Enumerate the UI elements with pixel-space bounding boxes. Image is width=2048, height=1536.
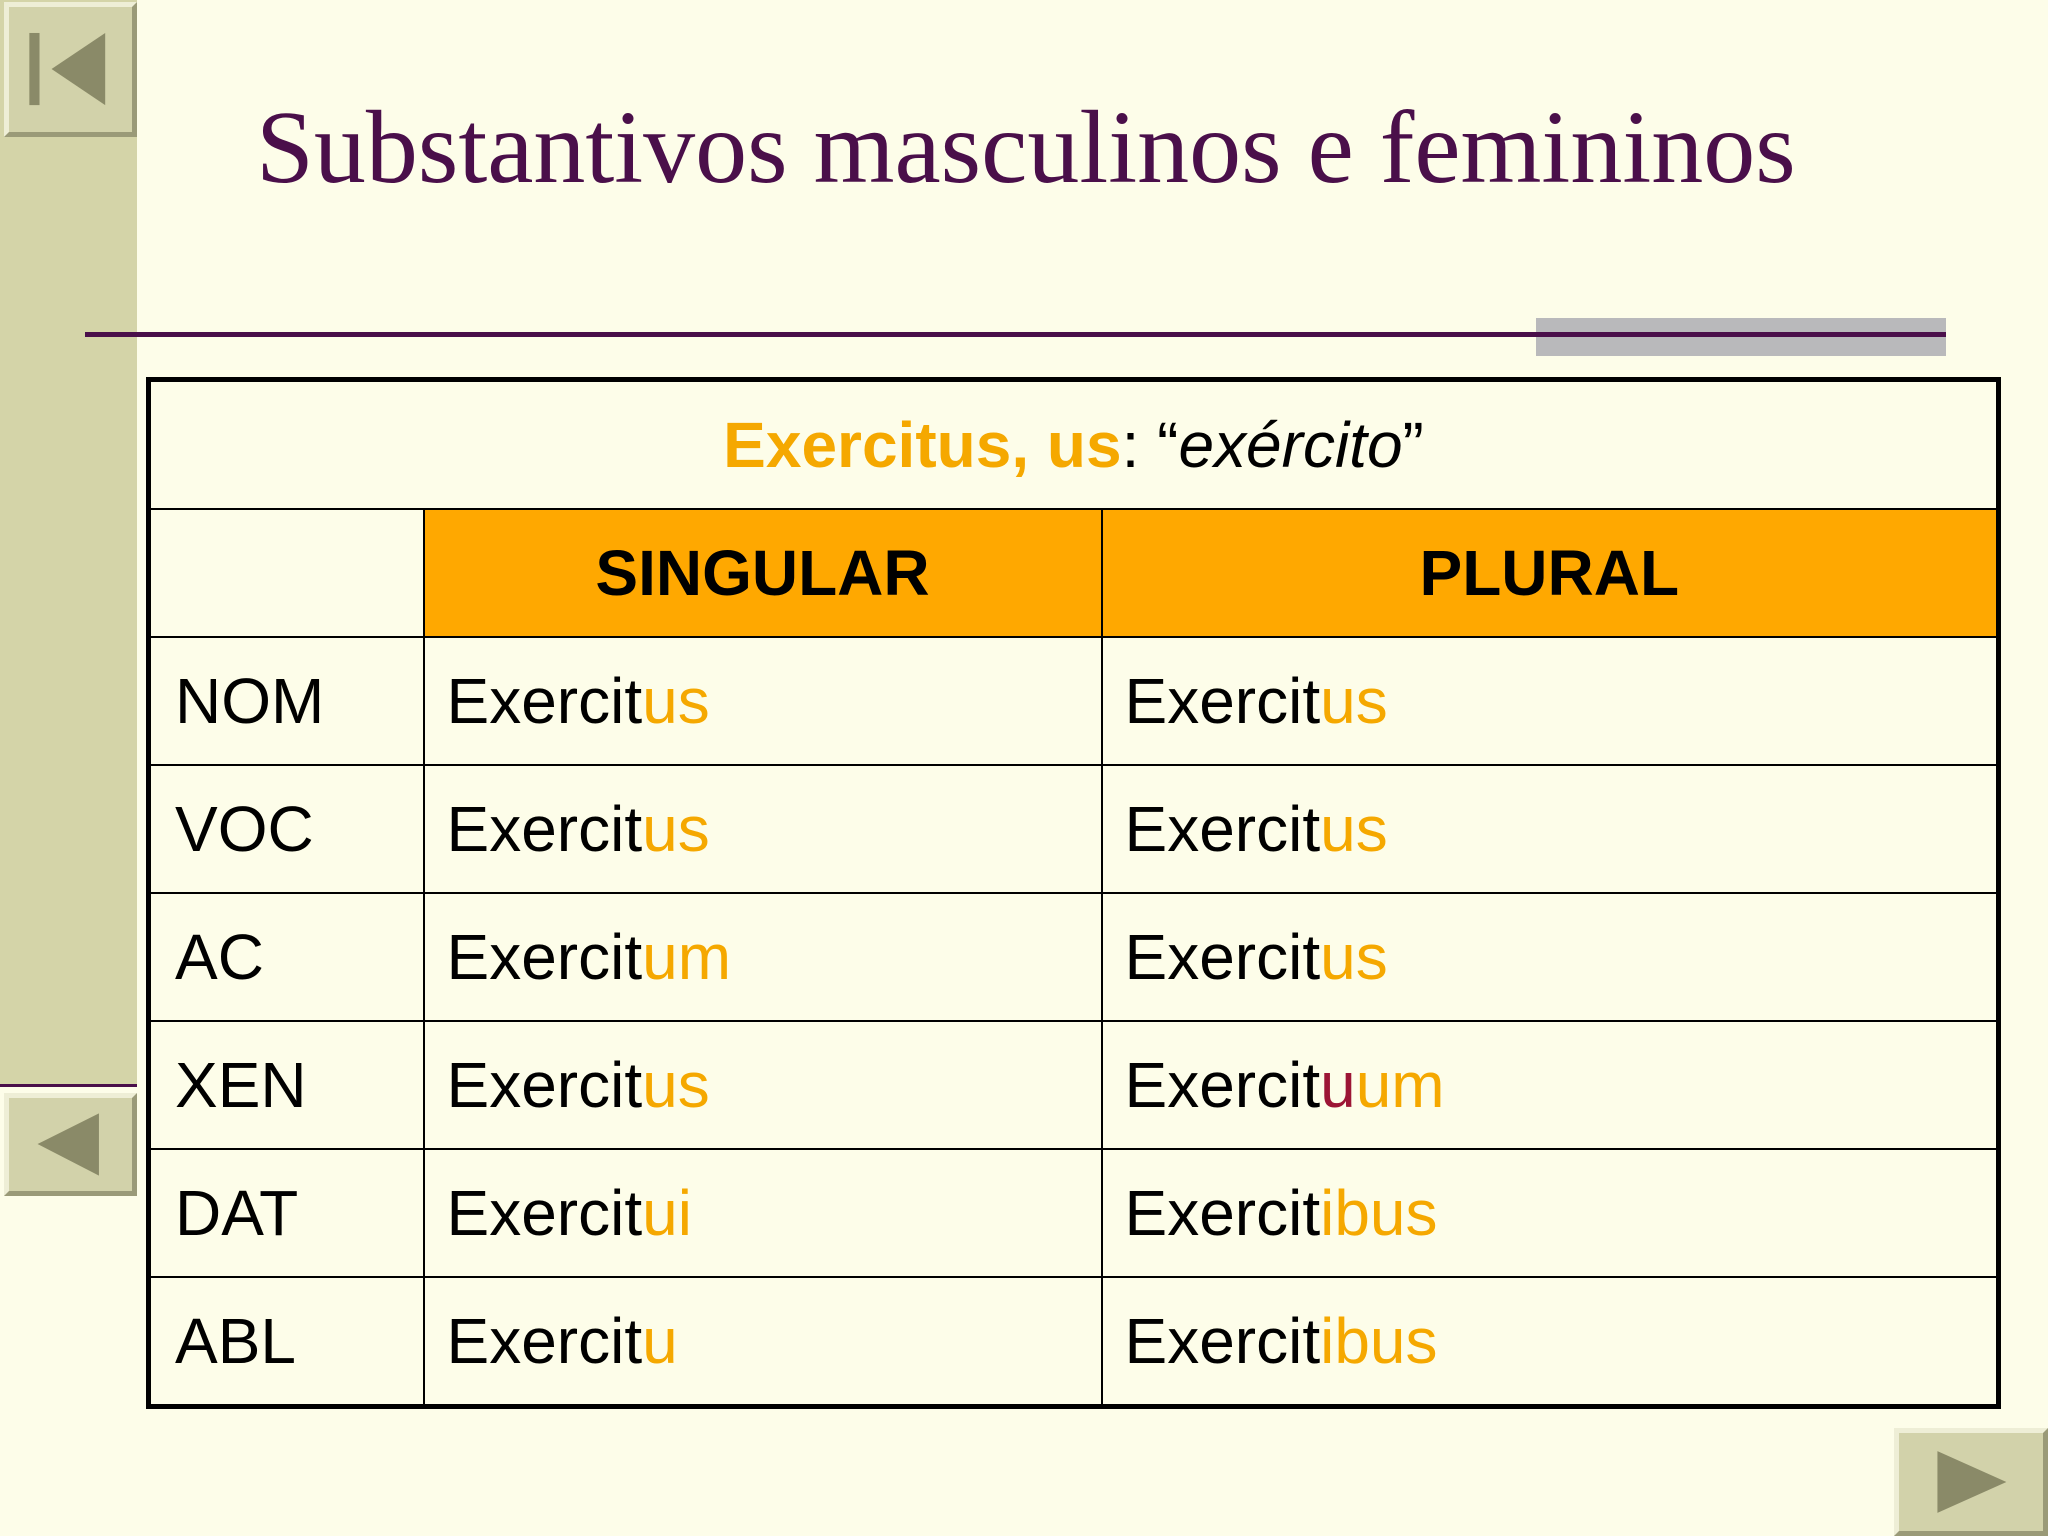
header-row bbox=[149, 509, 1999, 637]
next-slide-icon bbox=[1899, 1433, 2043, 1531]
header-plural: PLURAL bbox=[1102, 509, 1999, 637]
table-row bbox=[149, 1277, 1999, 1407]
singular-form bbox=[424, 1277, 1102, 1407]
plural-form bbox=[1102, 1277, 1999, 1407]
stem: Exercit bbox=[1124, 1305, 1321, 1377]
header-singular: SINGULAR bbox=[424, 509, 1102, 637]
caption-row bbox=[149, 380, 1999, 510]
stem: Exercit bbox=[446, 921, 643, 993]
stem: Exercit bbox=[446, 1177, 643, 1249]
stem: Exercit bbox=[446, 665, 643, 737]
ending: um bbox=[1355, 1049, 1445, 1121]
singular-form bbox=[424, 765, 1102, 893]
sidebar-decoration bbox=[0, 0, 137, 1085]
case-label: ABL bbox=[149, 1277, 424, 1407]
singular-form bbox=[424, 637, 1102, 765]
case-label: NOM bbox=[149, 637, 424, 765]
table-row bbox=[149, 893, 1999, 1021]
ending: us bbox=[1320, 921, 1388, 993]
caption-meaning: exército bbox=[1178, 409, 1403, 481]
ending: ui bbox=[642, 1177, 692, 1249]
ending: us bbox=[642, 793, 710, 865]
caption-separator: : “ bbox=[1121, 409, 1179, 481]
plural-form bbox=[1102, 637, 1999, 765]
declension-table bbox=[146, 377, 2001, 1409]
ending: ibus bbox=[1320, 1177, 1438, 1249]
case-label: XEN bbox=[149, 1021, 424, 1149]
stem: Exercit bbox=[1124, 1049, 1321, 1121]
stem: Exercit bbox=[1124, 921, 1321, 993]
stem: Exercit bbox=[446, 1049, 643, 1121]
ending: ibus bbox=[1320, 1305, 1438, 1377]
caption-lemma: Exercitus, us bbox=[723, 409, 1122, 481]
stem: Exercit bbox=[1124, 793, 1321, 865]
title-rule bbox=[85, 332, 1946, 337]
table-row bbox=[149, 1021, 1999, 1149]
previous-slide-button[interactable] bbox=[4, 1093, 137, 1196]
ending: us bbox=[642, 665, 710, 737]
ending-vowel: u bbox=[1320, 1049, 1356, 1121]
plural-form bbox=[1102, 1149, 1999, 1277]
ending: us bbox=[1320, 793, 1388, 865]
ending: u bbox=[642, 1305, 678, 1377]
plural-form bbox=[1102, 893, 1999, 1021]
table-row bbox=[149, 637, 1999, 765]
table-row bbox=[149, 765, 1999, 893]
stem: Exercit bbox=[446, 1305, 643, 1377]
stem: Exercit bbox=[1124, 665, 1321, 737]
title-rule-accent bbox=[1536, 318, 1946, 356]
stem: Exercit bbox=[446, 793, 643, 865]
next-slide-button[interactable] bbox=[1894, 1428, 2048, 1536]
singular-form bbox=[424, 1149, 1102, 1277]
table-caption bbox=[149, 380, 1999, 510]
plural-form bbox=[1102, 765, 1999, 893]
case-label: AC bbox=[149, 893, 424, 1021]
case-label: VOC bbox=[149, 765, 424, 893]
first-slide-button[interactable] bbox=[4, 2, 137, 137]
slide-title: Substantivos masculinos e femininos bbox=[256, 90, 1796, 205]
singular-form bbox=[424, 1021, 1102, 1149]
case-label: DAT bbox=[149, 1149, 424, 1277]
singular-form bbox=[424, 893, 1102, 1021]
ending: us bbox=[1320, 665, 1388, 737]
previous-slide-icon bbox=[9, 1098, 132, 1191]
ending: us bbox=[642, 1049, 710, 1121]
header-empty-cell bbox=[149, 509, 424, 637]
caption-close-quote: ” bbox=[1402, 409, 1424, 481]
plural-form bbox=[1102, 1021, 1999, 1149]
first-slide-icon bbox=[9, 7, 132, 132]
ending: um bbox=[642, 921, 731, 993]
sidebar-divider bbox=[0, 1084, 137, 1087]
stem: Exercit bbox=[1124, 1177, 1321, 1249]
table-row bbox=[149, 1149, 1999, 1277]
